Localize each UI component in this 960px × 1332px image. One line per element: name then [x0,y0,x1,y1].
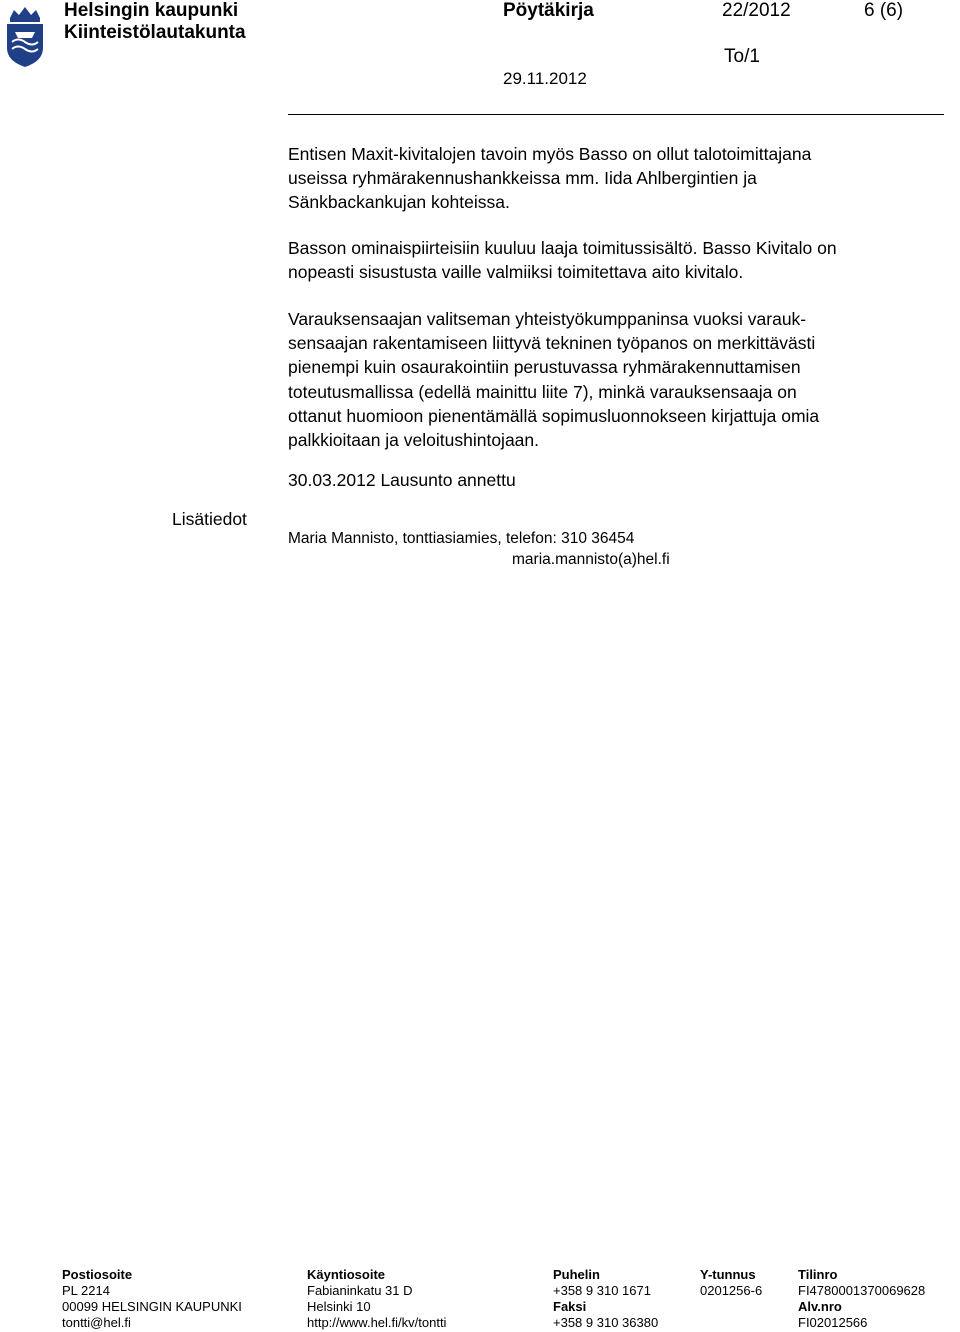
page-number: 6 (6) [864,0,904,21]
paragraph-line: toteutusmallissa (edellä mainittu liite 7), minkä varauksensaaja on [288,381,797,402]
footer-line: FI02012566 [798,1315,868,1330]
footer-line: +358 9 310 36380 [553,1315,659,1330]
footer-phone [553,1267,658,1331]
meeting-date: 29.11.2012 [503,69,587,88]
paragraph-line: pienempi kuin osaurakointiin perustuvassa ryhmärakennuttamisen [288,357,801,378]
footer-postal [62,1267,242,1331]
footer-line: Fabianinkatu 31 D [307,1283,413,1298]
contact-line: Maria Mannisto, tonttiasiamies, telefon: 310 36454 [288,530,635,547]
paragraph-line: ottanut huomioon pienentämällä sopimusluonnokseen kirjattuja omia [288,405,820,426]
footer-line: 00099 HELSINGIN KAUPUNKI [62,1299,242,1314]
org-name: Helsingin kaupunki [64,0,239,21]
footer-line: Helsinki 10 [307,1299,371,1314]
header-divider [288,114,944,115]
statement-line: 30.03.2012 Lausunto annettu [288,470,516,490]
footer-heading: Y-tunnus [700,1267,756,1282]
paragraph-3 [288,307,819,452]
paragraph-line: Varauksensaajan valitseman yhteistyökumppaninsa vuoksi varauk- [288,309,807,329]
paragraph-1 [288,142,811,215]
footer-subheading: Alv.nro [798,1299,842,1314]
footer-line: tontti@hel.fi [62,1315,131,1330]
footer-line: FI4780001370069628 [798,1283,926,1298]
footer-account [798,1267,925,1331]
paragraph-line: useissa ryhmärakennushankkeissa mm. Iida Ahlbergintien ja [288,168,757,189]
paragraph-line: Entisen Maxit-kivitalojen tavoin myös Basso on ollut talotoimittajana [288,144,812,164]
board-name: Kiinteistölautakunta [64,22,246,43]
paragraph-2 [288,236,837,284]
footer-heading: Postiosoite [62,1267,133,1282]
footer-line: PL 2214 [62,1283,110,1298]
footer-heading: Tilinro [798,1267,838,1282]
doc-type: Pöytäkirja [503,0,594,21]
paragraph-line: sensaajan rakentamiseen liittyvä tekninen työpanos on merkittävästi [288,333,816,354]
footer-business-id [700,1267,762,1299]
footer-subheading: Faksi [553,1299,587,1314]
more-info-label: Lisätiedot [172,509,247,529]
footer-heading: Puhelin [553,1267,600,1282]
paragraph-line: Basson ominaispiirteisiin kuuluu laaja toimitussisältö. Basso Kivitalo on [288,238,837,258]
contact-email: maria.mannisto(a)hel.fi [512,551,670,568]
footer-line: http://www.hel.fi/kv/tontti [307,1315,447,1330]
paragraph-line: nopeasti sisustusta vaille valmiiksi toimitettava aito kivitalo. [288,262,744,283]
paragraph-line: palkkioitaan ja veloitushintojaan. [288,430,539,451]
footer-line: +358 9 310 1671 [553,1283,651,1298]
doc-number: 22/2012 [722,0,791,21]
paragraph-line: Sänkbackankujan kohteissa. [288,192,510,213]
footer-visiting [307,1267,446,1331]
helsinki-coat-of-arms-icon [4,4,46,68]
section-ref: To/1 [724,46,760,67]
footer-heading: Käyntiosoite [307,1267,386,1282]
footer-line: 0201256-6 [700,1283,763,1298]
